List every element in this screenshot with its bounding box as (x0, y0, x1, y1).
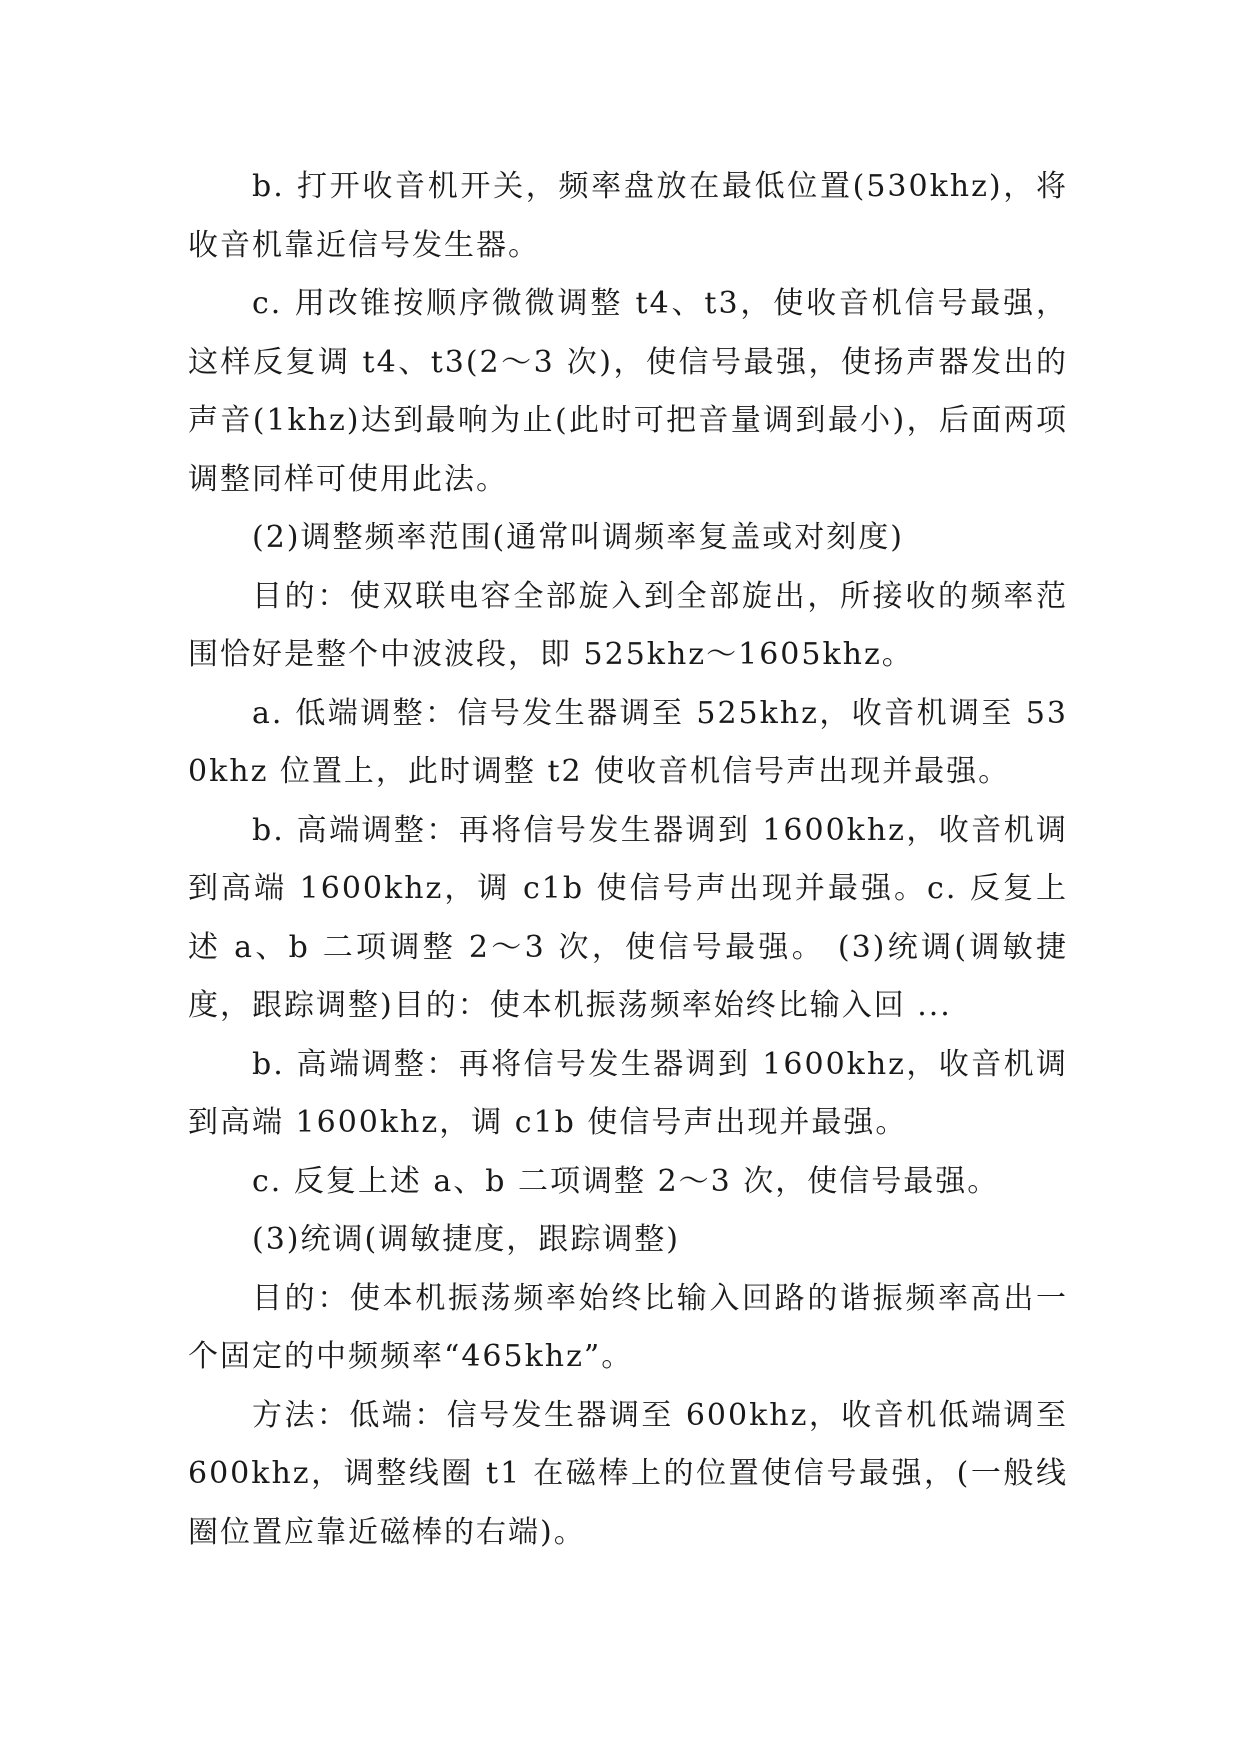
paragraph: b. 打开收音机开关，频率盘放在最低位置(530khz)，将收音机靠近信号发生器。 (188, 169, 1068, 263)
paragraph: 目的：使本机振荡频率始终比输入回路的谐振频率高出一个固定的中频频率“465khz”。 (188, 1280, 1068, 1374)
paragraph: b. 高端调整：再将信号发生器调到 1600khz，收音机调到高端 1600khz，调 c1b 使信号声出现并最强。c. 反复上述 a、b 二项调整 2～3 次，使信号最强。 (3)统调(调敏捷度，跟踪调整)目的：使本机振荡频率始终比输入回 ... (188, 812, 1068, 1023)
document-body (188, 158, 1068, 1562)
paragraph: c. 用改锥按顺序微微调整 t4、t3，使收音机信号最强，这样反复调 t4、t3(2～3 次)，使信号最强，使扬声器发出的声音(1khz)达到最响为止(此时可把音量调到最小)，后面两项调整同样可使用此法。 (188, 286, 1068, 497)
paragraph: 目的：使双联电容全部旋入到全部旋出，所接收的频率范围恰好是整个中波波段，即 525khz～1605khz。 (188, 578, 1068, 672)
paragraph: a. 低端调整：信号发生器调至 525khz，收音机调至 530khz 位置上，此时调整 t2 使收音机信号声出现并最强。 (188, 695, 1068, 789)
paragraph: 方法：低端：信号发生器调至 600khz，收音机低端调至 600khz，调整线圈 t1 在磁棒上的位置使信号最强，(一般线圈位置应靠近磁棒的右端)。 (188, 1397, 1068, 1550)
paragraph: c. 反复上述 a、b 二项调整 2～3 次，使信号最强。 (252, 1163, 1000, 1199)
paragraph: b. 高端调整：再将信号发生器调到 1600khz，收音机调到高端 1600khz，调 c1b 使信号声出现并最强。 (188, 1046, 1068, 1140)
section-heading: (3)统调(调敏捷度，跟踪调整) (252, 1222, 680, 1257)
section-heading: (2)调整频率范围(通常叫调频率复盖或对刻度) (252, 520, 904, 555)
